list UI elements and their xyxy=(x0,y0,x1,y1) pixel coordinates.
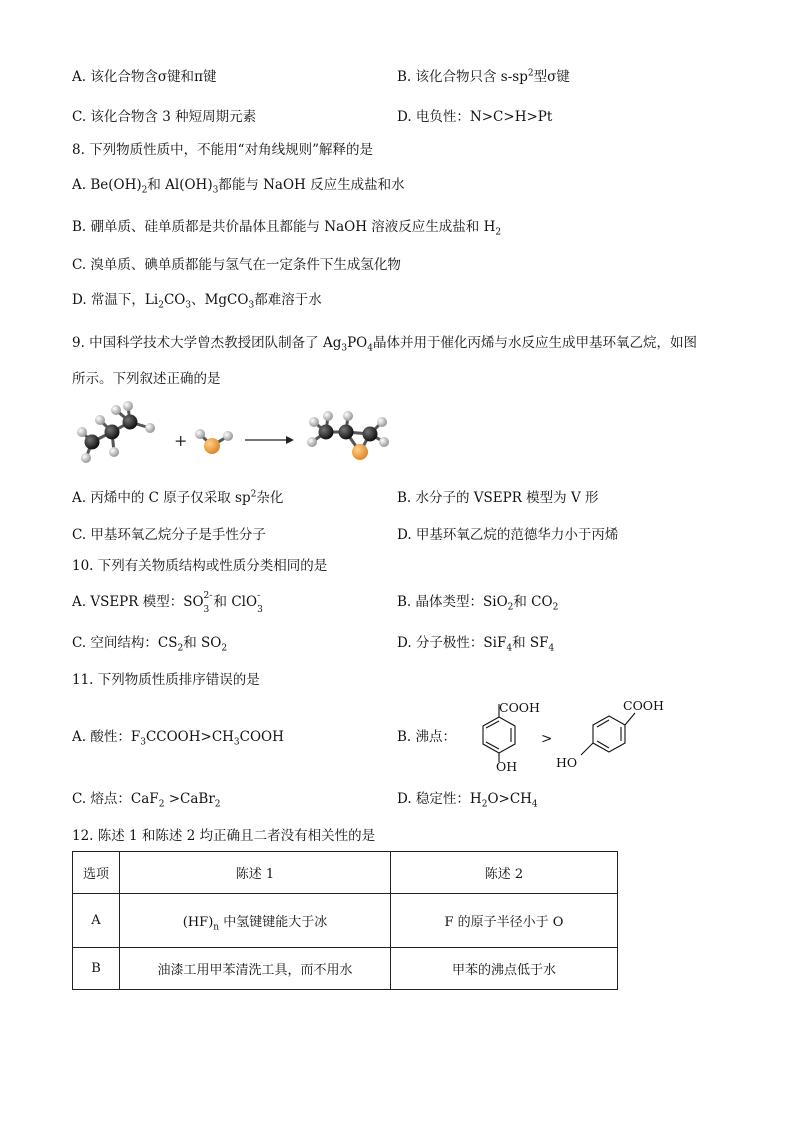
q10-option-a: A. VSEPR 模型：SO 2- 3 和 ClO - 3 xyxy=(72,591,263,615)
reaction-arrow xyxy=(245,436,294,444)
ho-label-2: HO xyxy=(556,755,578,770)
q8-option-a: A. $Be(OH)_2$和 $Al(OH)_3$都能与 NaOH 反应生成盐和水 xyxy=(72,177,405,196)
q9-option-d: D. 甲基环氧乙烷的范德华力小于丙烯 xyxy=(397,527,619,543)
table-cell-statement-2: 甲苯的沸点低于水 xyxy=(391,948,618,990)
ortho-hydroxybenzoic-acid-structure xyxy=(455,700,553,775)
q8-stem: 8. 下列物质性质中，不能用“对角线规则”解释的是 xyxy=(72,142,373,158)
table-header-statement-2: 陈述 2 xyxy=(391,852,618,894)
table-header-row xyxy=(73,852,618,894)
q11-stem: 11. 下列物质性质排序错误的是 xyxy=(72,672,260,688)
q7-option-b: B. 该化合物只含 $s-sp^2$型σ键 xyxy=(397,68,570,85)
q10-option-b: B. 晶体类型：SiO$_2$和 $CO_2$ xyxy=(397,594,559,613)
cooh-label-2: COOH xyxy=(623,698,664,713)
q11-option-c: C. 熔点：CaF$_2$ >CaBr$_2$ xyxy=(72,791,221,810)
reaction-figure xyxy=(70,398,410,473)
q9-option-b: B. 水分子的 VSEPR 模型为 V 形 xyxy=(397,490,599,506)
q8-option-d: D. 常温下，$Li_2CO_3$、MgCO$_3$都难溶于水 xyxy=(72,292,322,311)
q7-option-c: C. 该化合物含 3 种短周期元素 xyxy=(72,109,257,125)
table-cell-statement-1: $(HF)_n$ 中氢键键能大于冰 xyxy=(120,894,391,948)
plus-sign: + xyxy=(174,431,188,450)
q11-option-a: A. 酸性：$F_3CCOOH>CH_3COOH$ xyxy=(72,729,284,748)
table-row xyxy=(73,894,618,948)
table-header-statement-1: 陈述 1 xyxy=(120,852,391,894)
q9-stem-line2: 所示。下列叙述正确的是 xyxy=(72,371,221,387)
q11-option-d: D. 稳定性：$H_2O>CH_4$ xyxy=(397,791,538,810)
q9-option-c: C. 甲基环氧乙烷分子是手性分子 xyxy=(72,527,266,543)
q8-option-c: C. 溴单质、碘单质都能与氢气在一定条件下生成氢化物 xyxy=(72,257,401,273)
table-cell-option: A xyxy=(73,894,120,948)
table-header-option: 选项 xyxy=(73,852,120,894)
table-cell-option: B xyxy=(73,948,120,990)
cooh-label-1: COOH xyxy=(499,700,540,715)
q11-option-b-label: B. 沸点： xyxy=(397,729,457,745)
q7-option-a: A. 该化合物含σ键和π键 xyxy=(72,69,217,85)
q12-table xyxy=(72,851,618,990)
table-row xyxy=(73,948,618,990)
q10-option-d: D. 分子极性：SiF$_4$和 $SF_4$ xyxy=(397,635,555,654)
table-cell-statement-2: F 的原子半径小于 O xyxy=(391,894,618,948)
table-cell-statement-1: 油漆工用甲苯清洗工具，而不用水 xyxy=(120,948,391,990)
q7-option-d: D. 电负性：N>C>H>Pt xyxy=(397,109,553,125)
q9-option-a: A. 丙烯中的 C 原子仅采取 $sp^2$杂化 xyxy=(72,489,284,506)
oh-label-1: OH xyxy=(496,759,518,774)
greater-than-sign: > xyxy=(541,731,553,747)
para-hydroxybenzoic-acid-structure xyxy=(555,697,670,775)
q9-stem-line1: 9. 中国科学技术大学曾杰教授团队制备了 $Ag_3PO_4$晶体并用于催化丙烯与水反应生成甲基环氧乙烷，如图 xyxy=(72,335,697,354)
q10-option-c: C. 空间结构：$CS_2$和 $SO_2$ xyxy=(72,635,228,654)
q8-option-b: B. 硼单质、硅单质都是共价晶体且都能与 NaOH 溶液反应生成盐和 $H_2$ xyxy=(72,219,502,238)
q10-stem: 10. 下列有关物质结构或性质分类相同的是 xyxy=(72,558,328,574)
water-molecule xyxy=(195,429,233,454)
q12-stem: 12. 陈述 1 和陈述 2 均正确且二者没有相关性的是 xyxy=(72,828,376,844)
